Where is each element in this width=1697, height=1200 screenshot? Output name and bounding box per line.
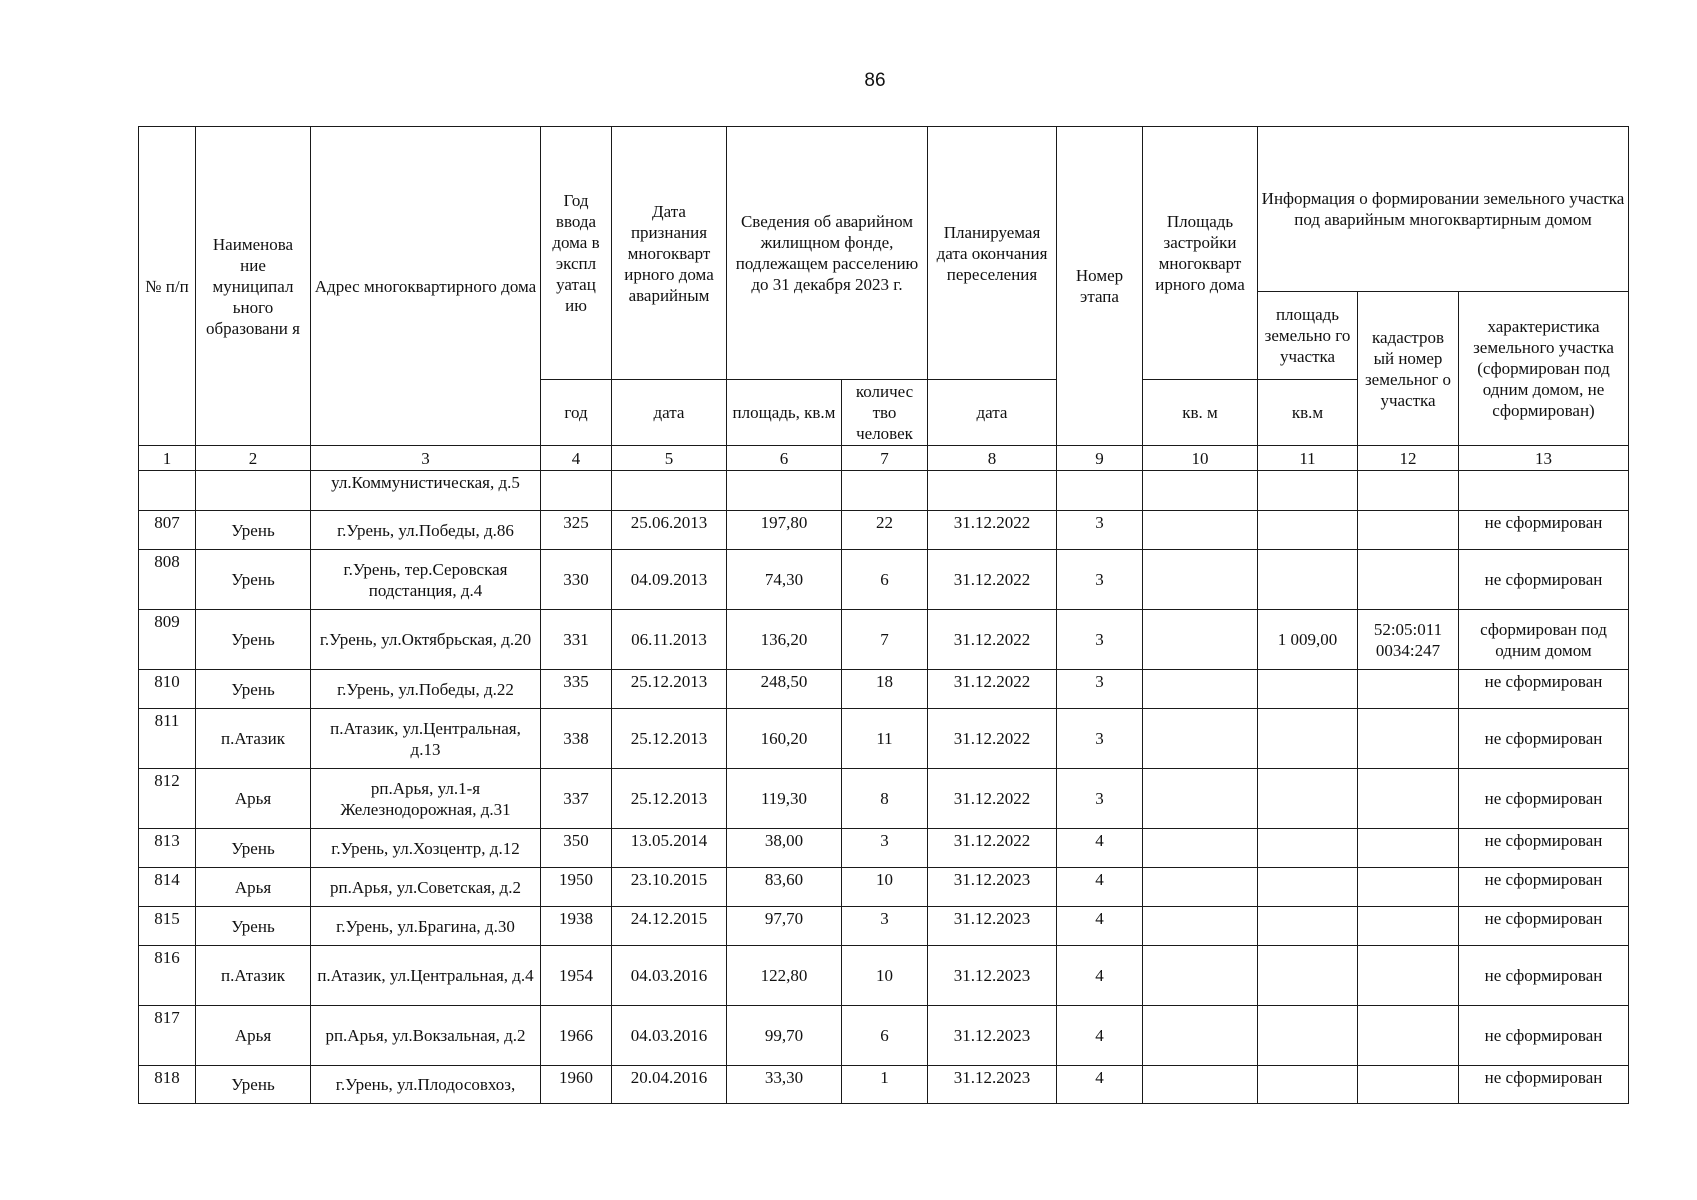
column-number: 2 (196, 446, 311, 471)
cell-address: рп.Арья, ул.Вокзальная, д.2 (311, 1006, 541, 1066)
cell-area: 122,80 (727, 946, 842, 1006)
cell-address: п.Атазик, ул.Центральная, д.4 (311, 946, 541, 1006)
cell-commission-year: 1954 (541, 946, 612, 1006)
cell-people: 6 (842, 550, 928, 610)
cell-plan-date: 31.12.2022 (928, 769, 1057, 829)
cell-land-area (1258, 550, 1358, 610)
cell-commission-year: 1966 (541, 1006, 612, 1066)
cell-row-number: 816 (139, 946, 196, 1006)
table-row (139, 1066, 1629, 1104)
cell-area: 38,00 (727, 829, 842, 868)
cell-emergency-date: 04.03.2016 (612, 1006, 727, 1066)
column-number: 3 (311, 446, 541, 471)
cell-cadastral (1358, 946, 1459, 1006)
cell-cadastral (1358, 1006, 1459, 1066)
column-number: 7 (842, 446, 928, 471)
continuation-row (139, 471, 1629, 511)
column-number: 9 (1057, 446, 1143, 471)
cell-municipality: Арья (196, 1006, 311, 1066)
header-address: Адрес многоквартирного дома (311, 127, 541, 446)
header-cadastral-number: кадастров ый номер земельног о участка (1358, 292, 1459, 446)
table-row (139, 610, 1629, 670)
cell-row-number: 813 (139, 829, 196, 868)
unit-building-area: кв. м (1143, 380, 1258, 446)
column-number: 1 (139, 446, 196, 471)
table-row (139, 769, 1629, 829)
cell-address: г.Урень, ул.Брагина, д.30 (311, 907, 541, 946)
cell-plan-date: 31.12.2023 (928, 1066, 1057, 1104)
cell-building-area (1143, 670, 1258, 709)
cell-row-number: 807 (139, 511, 196, 550)
cell-building-area (1143, 550, 1258, 610)
cell-land-status: не сформирован (1459, 946, 1629, 1006)
cell-address: п.Атазик, ул.Центральная, д.13 (311, 709, 541, 769)
cell-address: г.Урень, ул.Плодосовхоз, (311, 1066, 541, 1104)
table-row (139, 709, 1629, 769)
cell-commission-year: 1950 (541, 868, 612, 907)
cell-commission-year: 325 (541, 511, 612, 550)
cell-cadastral (1358, 511, 1459, 550)
cell-cadastral: 52:05:011 0034:247 (1358, 610, 1459, 670)
cell-cadastral (1358, 829, 1459, 868)
unit-plan-date: дата (928, 380, 1057, 446)
table-row (139, 868, 1629, 907)
cell-land-area: 1 009,00 (1258, 610, 1358, 670)
header-row-number: № п/п (139, 127, 196, 446)
cell-empty (727, 471, 842, 511)
cell-land-status: сформирован под одним домом (1459, 610, 1629, 670)
column-number: 6 (727, 446, 842, 471)
cell-emergency-date: 25.12.2013 (612, 769, 727, 829)
cell-land-area (1258, 907, 1358, 946)
header-building-area: Площадь застройки многокварт ирного дома (1143, 127, 1258, 380)
table-row (139, 670, 1629, 709)
table-row (139, 550, 1629, 610)
table-body (139, 471, 1629, 1104)
cell-municipality: Арья (196, 769, 311, 829)
cell-people: 18 (842, 670, 928, 709)
cell-stage: 3 (1057, 550, 1143, 610)
cell-row-number: 811 (139, 709, 196, 769)
header-land-plot-info: Информация о формировании земельного участка под аварийным многоквартирным домом (1258, 127, 1629, 292)
cell-address: г.Урень, ул.Октябрьская, д.20 (311, 610, 541, 670)
cell-empty (139, 471, 196, 511)
header-commission-year: Год ввода дома в экспл уатац ию (541, 127, 612, 380)
cell-cadastral (1358, 907, 1459, 946)
cell-cadastral (1358, 670, 1459, 709)
cell-plan-date: 31.12.2022 (928, 550, 1057, 610)
cell-commission-year: 1938 (541, 907, 612, 946)
cell-land-area (1258, 829, 1358, 868)
cell-emergency-date: 04.03.2016 (612, 946, 727, 1006)
cell-empty (196, 471, 311, 511)
cell-land-area (1258, 868, 1358, 907)
cell-area: 160,20 (727, 709, 842, 769)
housing-registry-table (138, 126, 1629, 1104)
cell-land-status: не сформирован (1459, 829, 1629, 868)
cell-people: 6 (842, 1006, 928, 1066)
cell-row-number: 809 (139, 610, 196, 670)
cell-building-area (1143, 946, 1258, 1006)
cell-people: 3 (842, 907, 928, 946)
cell-empty (612, 471, 727, 511)
cell-row-number: 810 (139, 670, 196, 709)
cell-emergency-date: 25.06.2013 (612, 511, 727, 550)
cell-stage: 3 (1057, 769, 1143, 829)
cell-empty (1143, 471, 1258, 511)
cell-empty (1358, 471, 1459, 511)
cell-stage: 4 (1057, 907, 1143, 946)
cell-people: 22 (842, 511, 928, 550)
cell-emergency-date: 06.11.2013 (612, 610, 727, 670)
cell-plan-date: 31.12.2022 (928, 610, 1057, 670)
cell-building-area (1143, 709, 1258, 769)
cell-stage: 3 (1057, 670, 1143, 709)
cell-cadastral (1358, 550, 1459, 610)
cell-address: г.Урень, ул.Победы, д.86 (311, 511, 541, 550)
cell-cadastral (1358, 1066, 1459, 1104)
cell-cadastral (1358, 769, 1459, 829)
cell-land-area (1258, 1066, 1358, 1104)
cell-land-area (1258, 946, 1358, 1006)
cell-building-area (1143, 829, 1258, 868)
header-planned-resettlement: Планируемая дата окончания переселения (928, 127, 1057, 380)
cell-people: 7 (842, 610, 928, 670)
column-number: 13 (1459, 446, 1629, 471)
column-number: 5 (612, 446, 727, 471)
header-land-area: площадь земельно го участка (1258, 292, 1358, 380)
cell-row-number: 815 (139, 907, 196, 946)
cell-row-number: 818 (139, 1066, 196, 1104)
cell-plan-date: 31.12.2023 (928, 1006, 1057, 1066)
cell-plan-date: 31.12.2023 (928, 868, 1057, 907)
page-number: 86 (864, 70, 886, 91)
cell-row-number: 814 (139, 868, 196, 907)
table-row (139, 511, 1629, 550)
cell-people: 11 (842, 709, 928, 769)
cell-land-status: не сформирован (1459, 1006, 1629, 1066)
cell-plan-date: 31.12.2023 (928, 946, 1057, 1006)
cell-municipality: Урень (196, 610, 311, 670)
cell-area: 197,80 (727, 511, 842, 550)
column-number: 11 (1258, 446, 1358, 471)
cell-municipality: Урень (196, 670, 311, 709)
cell-stage: 4 (1057, 946, 1143, 1006)
cell-land-status: не сформирован (1459, 907, 1629, 946)
cell-empty (1258, 471, 1358, 511)
cell-area: 74,30 (727, 550, 842, 610)
cell-stage: 3 (1057, 511, 1143, 550)
cell-building-area (1143, 1006, 1258, 1066)
cell-land-area (1258, 1006, 1358, 1066)
cell-land-status: не сформирован (1459, 1066, 1629, 1104)
cell-emergency-date: 23.10.2015 (612, 868, 727, 907)
table-row (139, 1006, 1629, 1066)
table-header (139, 127, 1629, 471)
table-row (139, 907, 1629, 946)
cell-emergency-date: 13.05.2014 (612, 829, 727, 868)
cell-row-number: 812 (139, 769, 196, 829)
unit-year: год (541, 380, 612, 446)
cell-commission-year: 1960 (541, 1066, 612, 1104)
cell-building-area (1143, 511, 1258, 550)
cell-municipality: Урень (196, 550, 311, 610)
cell-municipality: п.Атазик (196, 946, 311, 1006)
cell-commission-year: 350 (541, 829, 612, 868)
cell-stage: 3 (1057, 709, 1143, 769)
cell-land-status: не сформирован (1459, 769, 1629, 829)
cell-people: 10 (842, 946, 928, 1006)
cell-row-number: 808 (139, 550, 196, 610)
cell-building-area (1143, 1066, 1258, 1104)
cell-land-status: не сформирован (1459, 868, 1629, 907)
cell-cadastral (1358, 868, 1459, 907)
cell-land-area (1258, 709, 1358, 769)
cell-commission-year: 331 (541, 610, 612, 670)
cell-people: 10 (842, 868, 928, 907)
cell-empty (1459, 471, 1629, 511)
column-number: 4 (541, 446, 612, 471)
cell-municipality: п.Атазик (196, 709, 311, 769)
cell-municipality: Урень (196, 1066, 311, 1104)
cell-plan-date: 31.12.2022 (928, 829, 1057, 868)
unit-people: количес тво человек (842, 380, 928, 446)
cell-stage: 4 (1057, 1066, 1143, 1104)
cell-municipality: Урень (196, 829, 311, 868)
cell-stage: 4 (1057, 1006, 1143, 1066)
cell-address: рп.Арья, ул.Советская, д.2 (311, 868, 541, 907)
cell-building-area (1143, 907, 1258, 946)
cell-building-area (1143, 769, 1258, 829)
cell-area: 119,30 (727, 769, 842, 829)
cell-stage: 4 (1057, 868, 1143, 907)
cell-address: г.Урень, ул.Хозцентр, д.12 (311, 829, 541, 868)
column-number-row (139, 446, 1629, 471)
cell-municipality: Урень (196, 511, 311, 550)
cell-plan-date: 31.12.2022 (928, 511, 1057, 550)
cell-land-status: не сформирован (1459, 511, 1629, 550)
header-municipality: Наименова ние муниципал ьного образовани я (196, 127, 311, 446)
table-row (139, 946, 1629, 1006)
cell-area: 136,20 (727, 610, 842, 670)
unit-date: дата (612, 380, 727, 446)
header-emergency-fund: Сведения об аварийном жилищном фонде, подлежащем расселению до 31 декабря 2023 г. (727, 127, 928, 380)
header-stage: Номер этапа (1057, 127, 1143, 446)
cell-plan-date: 31.12.2023 (928, 907, 1057, 946)
cell-plan-date: 31.12.2022 (928, 670, 1057, 709)
cell-empty (1057, 471, 1143, 511)
header-land-status: характеристика земельного участка (сформирован под одним домом, не сформирован) (1459, 292, 1629, 446)
cell-municipality: Арья (196, 868, 311, 907)
cell-emergency-date: 04.09.2013 (612, 550, 727, 610)
cell-land-area (1258, 769, 1358, 829)
cell-area: 97,70 (727, 907, 842, 946)
cell-land-area (1258, 670, 1358, 709)
cell-area: 33,30 (727, 1066, 842, 1104)
cell-land-status: не сформирован (1459, 550, 1629, 610)
cell-stage: 3 (1057, 610, 1143, 670)
cell-address: ул.Коммунистическая, д.5 (311, 471, 541, 511)
cell-commission-year: 338 (541, 709, 612, 769)
cell-commission-year: 330 (541, 550, 612, 610)
unit-land-area: кв.м (1258, 380, 1358, 446)
cell-commission-year: 337 (541, 769, 612, 829)
cell-empty (541, 471, 612, 511)
cell-building-area (1143, 868, 1258, 907)
cell-cadastral (1358, 709, 1459, 769)
cell-empty (842, 471, 928, 511)
column-number: 12 (1358, 446, 1459, 471)
header-emergency-date: Дата признания многокварт ирного дома аварийным (612, 127, 727, 380)
cell-address: г.Урень, тер.Серовская подстанция, д.4 (311, 550, 541, 610)
cell-empty (928, 471, 1057, 511)
cell-address: г.Урень, ул.Победы, д.22 (311, 670, 541, 709)
cell-row-number: 817 (139, 1006, 196, 1066)
cell-emergency-date: 25.12.2013 (612, 709, 727, 769)
cell-area: 83,60 (727, 868, 842, 907)
cell-municipality: Урень (196, 907, 311, 946)
cell-land-area (1258, 511, 1358, 550)
cell-people: 3 (842, 829, 928, 868)
column-number: 8 (928, 446, 1057, 471)
cell-emergency-date: 24.12.2015 (612, 907, 727, 946)
table-row (139, 829, 1629, 868)
cell-land-status: не сформирован (1459, 709, 1629, 769)
unit-area: площадь, кв.м (727, 380, 842, 446)
cell-land-status: не сформирован (1459, 670, 1629, 709)
cell-address: рп.Арья, ул.1-я Железнодорожная, д.31 (311, 769, 541, 829)
cell-people: 1 (842, 1066, 928, 1104)
cell-area: 99,70 (727, 1006, 842, 1066)
cell-emergency-date: 25.12.2013 (612, 670, 727, 709)
cell-commission-year: 335 (541, 670, 612, 709)
cell-stage: 4 (1057, 829, 1143, 868)
cell-emergency-date: 20.04.2016 (612, 1066, 727, 1104)
cell-area: 248,50 (727, 670, 842, 709)
cell-building-area (1143, 610, 1258, 670)
column-number: 10 (1143, 446, 1258, 471)
cell-plan-date: 31.12.2022 (928, 709, 1057, 769)
cell-people: 8 (842, 769, 928, 829)
